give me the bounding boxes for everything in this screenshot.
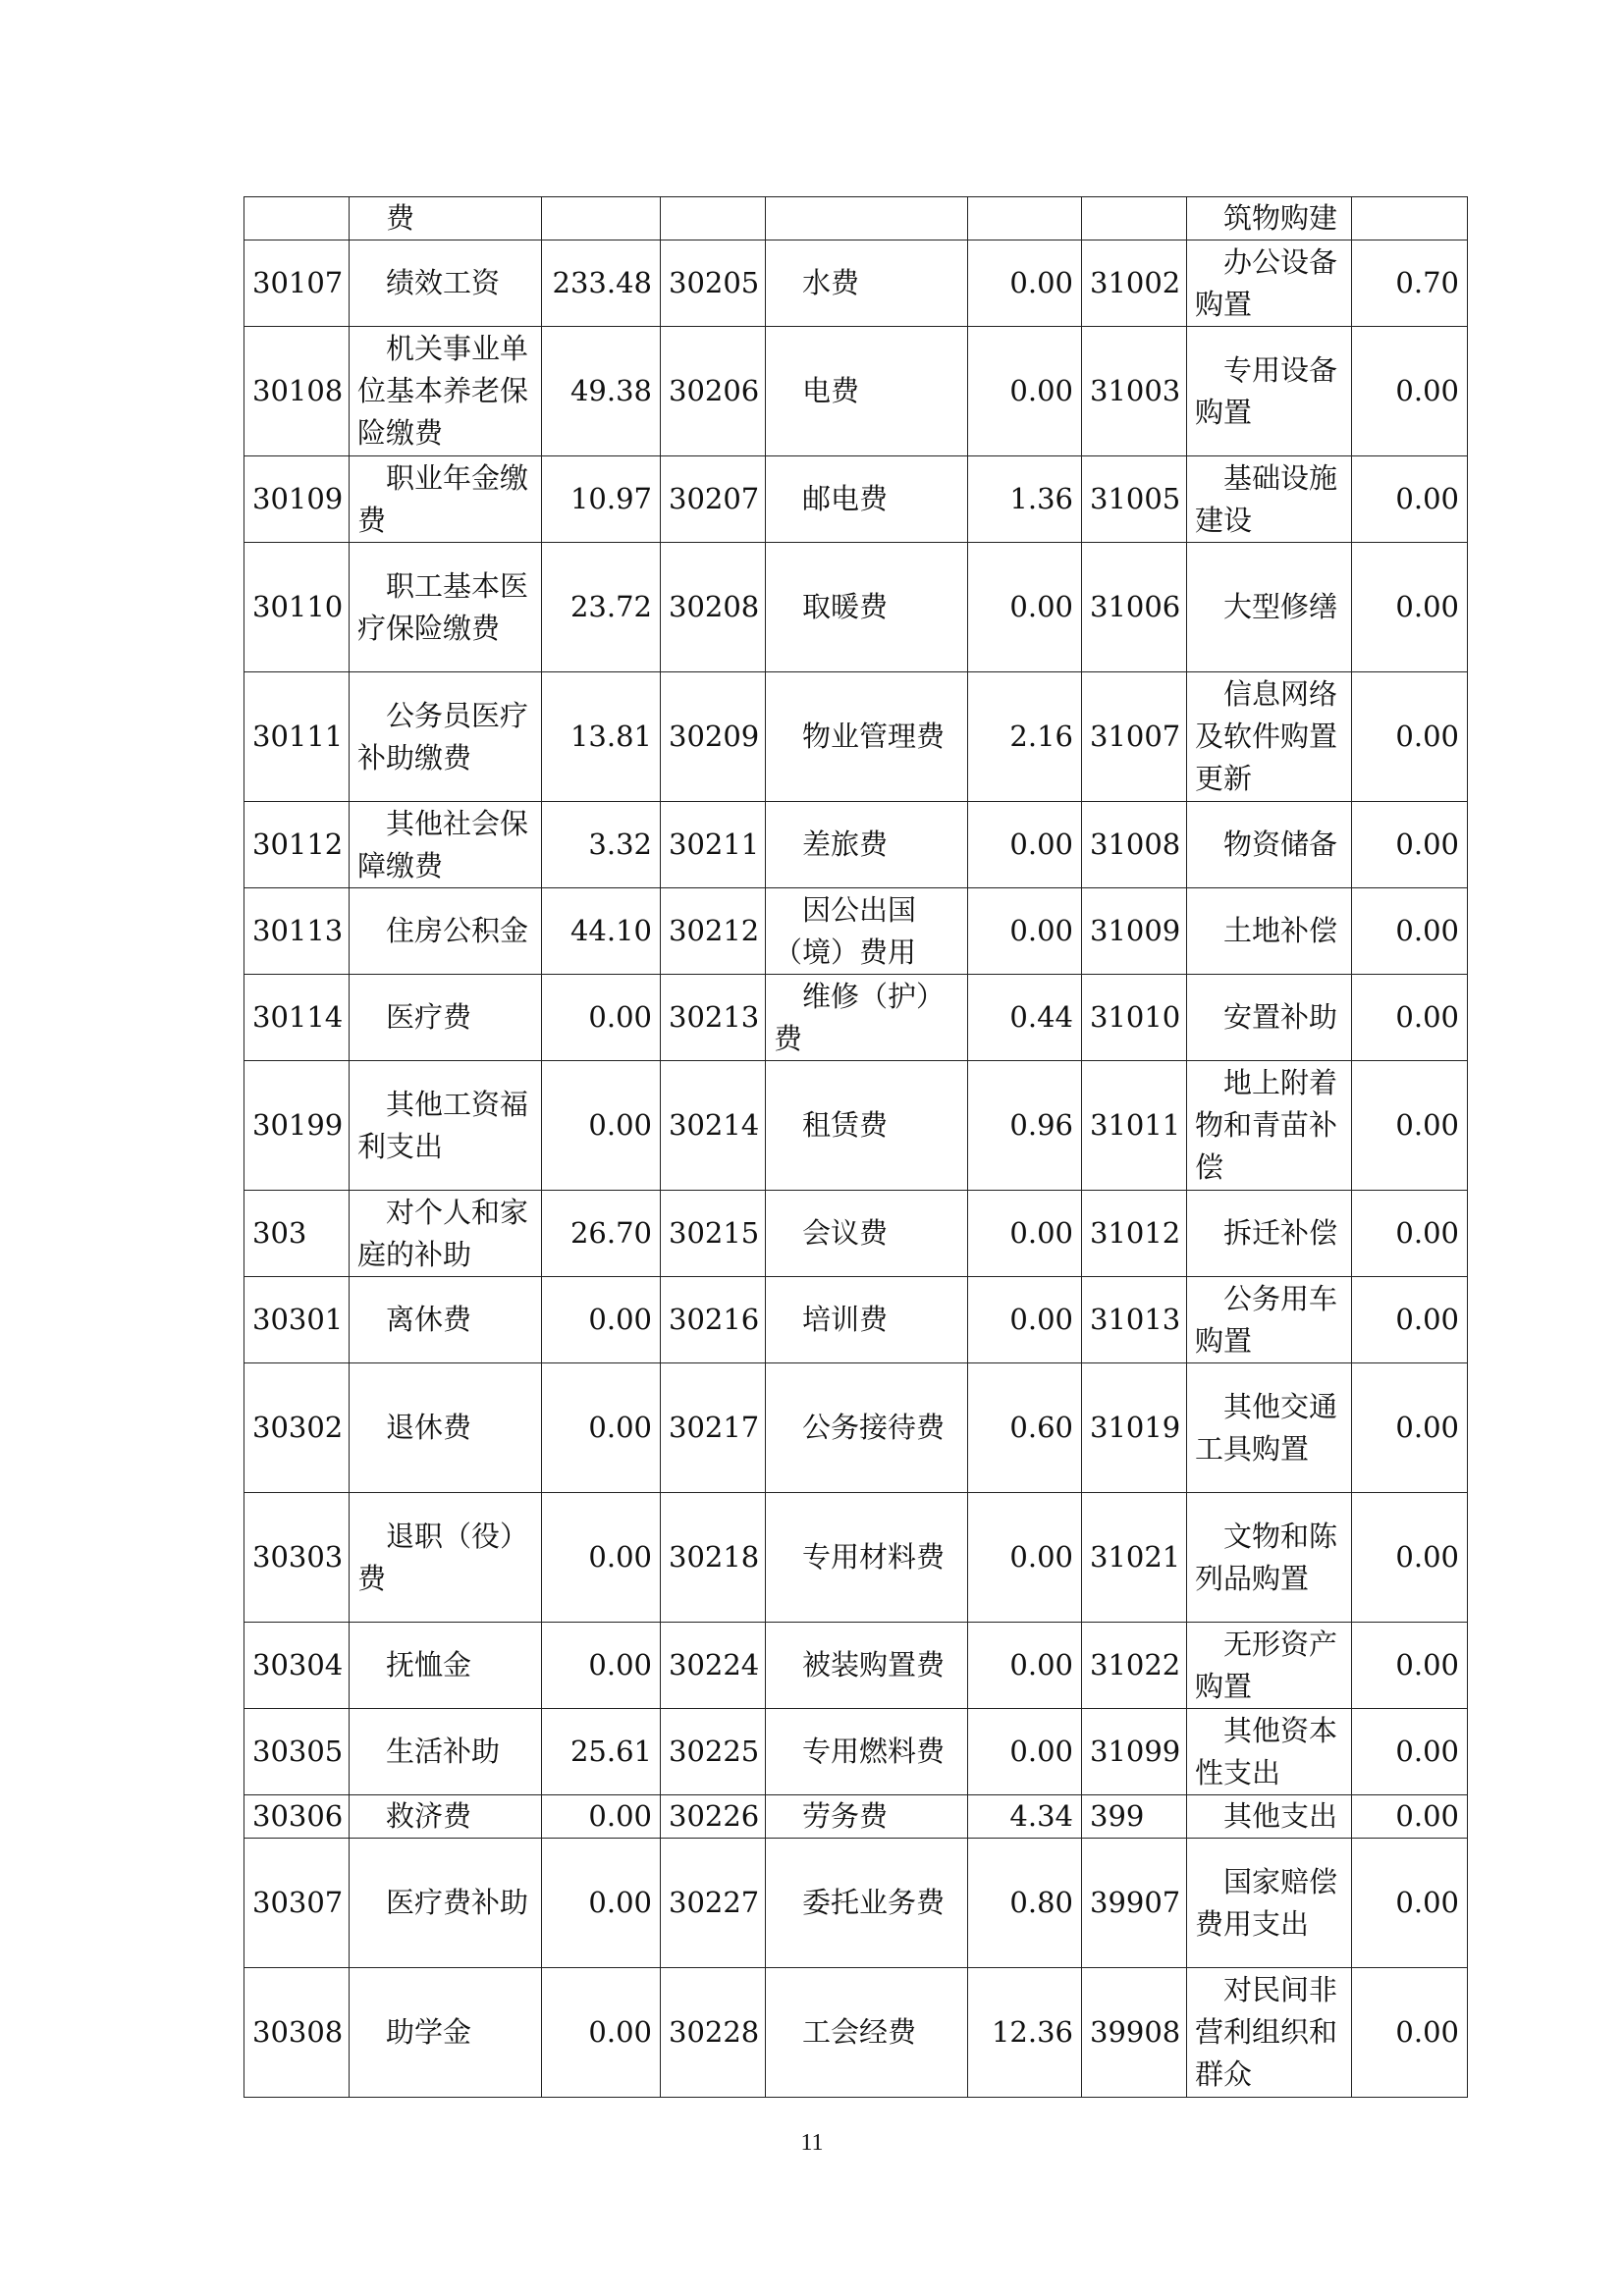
cell-code-3: 31005: [1082, 456, 1187, 543]
cell-code-2: 30214: [661, 1061, 766, 1191]
cell-code-1: 30109: [244, 456, 350, 543]
cell-amount-3: 0.00: [1352, 888, 1468, 975]
cell-code-3: [1082, 197, 1187, 240]
cell-name-1: 助学金: [350, 1968, 542, 2098]
cell-name-2: 公务接待费: [766, 1363, 968, 1493]
cell-amount-3: 0.00: [1352, 1493, 1468, 1623]
cell-name-1: 对个人和家庭的补助: [350, 1191, 542, 1277]
cell-code-3: 31010: [1082, 975, 1187, 1061]
cell-name-2: 委托业务费: [766, 1839, 968, 1968]
cell-amount-2: 0.00: [968, 888, 1082, 975]
cell-amount-3: 0.00: [1352, 1277, 1468, 1363]
cell-amount-1: 44.10: [542, 888, 661, 975]
cell-name-2: 被装购置费: [766, 1623, 968, 1709]
cell-amount-2: 0.00: [968, 1191, 1082, 1277]
cell-code-2: 30216: [661, 1277, 766, 1363]
cell-code-2: 30226: [661, 1795, 766, 1839]
table-row: [244, 240, 1468, 327]
cell-name-1: 医疗费: [350, 975, 542, 1061]
cell-name-2: 物业管理费: [766, 672, 968, 802]
cell-code-3: 31007: [1082, 672, 1187, 802]
table-row: [244, 327, 1468, 456]
cell-code-2: 30209: [661, 672, 766, 802]
cell-name-1: 抚恤金: [350, 1623, 542, 1709]
cell-code-3: 399: [1082, 1795, 1187, 1839]
cell-amount-2: 0.44: [968, 975, 1082, 1061]
cell-code-1: 303: [244, 1191, 350, 1277]
cell-code-2: 30205: [661, 240, 766, 327]
cell-amount-3: 0.00: [1352, 1795, 1468, 1839]
cell-code-2: 30218: [661, 1493, 766, 1623]
cell-code-1: 30301: [244, 1277, 350, 1363]
table-row: [244, 197, 1468, 240]
cell-name-1: 退职（役）费: [350, 1493, 542, 1623]
cell-amount-1: 0.00: [542, 1363, 661, 1493]
expenditure-table: [244, 196, 1468, 2098]
cell-amount-1: 26.70: [542, 1191, 661, 1277]
cell-amount-3: 0.00: [1352, 1709, 1468, 1795]
table-row: [244, 1623, 1468, 1709]
cell-amount-2: 0.60: [968, 1363, 1082, 1493]
cell-name-2: 取暖费: [766, 543, 968, 672]
cell-code-2: [661, 197, 766, 240]
cell-amount-1: 0.00: [542, 975, 661, 1061]
cell-name-1: 绩效工资: [350, 240, 542, 327]
cell-amount-3: 0.00: [1352, 1363, 1468, 1493]
cell-amount-1: 10.97: [542, 456, 661, 543]
table-row: [244, 1191, 1468, 1277]
table-row: [244, 1795, 1468, 1839]
cell-amount-3: [1352, 197, 1468, 240]
cell-amount-1: 0.00: [542, 1277, 661, 1363]
cell-code-2: 30217: [661, 1363, 766, 1493]
cell-name-1: 离休费: [350, 1277, 542, 1363]
cell-code-1: 30303: [244, 1493, 350, 1623]
cell-code-1: 30306: [244, 1795, 350, 1839]
cell-code-2: 30224: [661, 1623, 766, 1709]
cell-name-3: 办公设备购置: [1187, 240, 1352, 327]
cell-name-3: 基础设施建设: [1187, 456, 1352, 543]
cell-amount-2: 0.00: [968, 543, 1082, 672]
table-row: [244, 802, 1468, 888]
cell-code-1: 30302: [244, 1363, 350, 1493]
cell-amount-2: 0.96: [968, 1061, 1082, 1191]
cell-code-1: 30308: [244, 1968, 350, 2098]
cell-amount-1: 49.38: [542, 327, 661, 456]
cell-name-1: 退休费: [350, 1363, 542, 1493]
cell-code-1: 30110: [244, 543, 350, 672]
cell-code-3: 31019: [1082, 1363, 1187, 1493]
cell-name-2: 培训费: [766, 1277, 968, 1363]
cell-code-1: 30305: [244, 1709, 350, 1795]
cell-name-2: 水费: [766, 240, 968, 327]
cell-name-1: 职业年金缴费: [350, 456, 542, 543]
cell-amount-1: 0.00: [542, 1795, 661, 1839]
cell-amount-3: 0.00: [1352, 1968, 1468, 2098]
cell-code-3: 39907: [1082, 1839, 1187, 1968]
cell-code-1: [244, 197, 350, 240]
table-row: [244, 1277, 1468, 1363]
cell-amount-3: 0.00: [1352, 975, 1468, 1061]
cell-amount-3: 0.70: [1352, 240, 1468, 327]
cell-code-3: 39908: [1082, 1968, 1187, 2098]
cell-code-2: 30211: [661, 802, 766, 888]
cell-name-3: 土地补偿: [1187, 888, 1352, 975]
cell-code-2: 30207: [661, 456, 766, 543]
cell-name-2: 差旅费: [766, 802, 968, 888]
cell-name-3: 公务用车购置: [1187, 1277, 1352, 1363]
cell-name-2: 工会经费: [766, 1968, 968, 2098]
cell-name-2: [766, 197, 968, 240]
cell-name-3: 大型修缮: [1187, 543, 1352, 672]
cell-name-2: 专用燃料费: [766, 1709, 968, 1795]
cell-code-1: 30304: [244, 1623, 350, 1709]
cell-code-3: 31003: [1082, 327, 1187, 456]
cell-code-1: 30114: [244, 975, 350, 1061]
cell-name-1: 机关事业单位基本养老保险缴费: [350, 327, 542, 456]
cell-code-1: 30113: [244, 888, 350, 975]
cell-name-1: 职工基本医疗保险缴费: [350, 543, 542, 672]
cell-code-3: 31002: [1082, 240, 1187, 327]
cell-name-3: 专用设备购置: [1187, 327, 1352, 456]
cell-code-2: 30225: [661, 1709, 766, 1795]
cell-amount-2: [968, 197, 1082, 240]
cell-amount-2: 0.00: [968, 1623, 1082, 1709]
cell-amount-1: 13.81: [542, 672, 661, 802]
cell-name-3: 物资储备: [1187, 802, 1352, 888]
cell-amount-1: 0.00: [542, 1493, 661, 1623]
cell-amount-1: 23.72: [542, 543, 661, 672]
cell-amount-3: 0.00: [1352, 543, 1468, 672]
cell-name-2: 劳务费: [766, 1795, 968, 1839]
cell-amount-3: 0.00: [1352, 1191, 1468, 1277]
cell-name-3: 其他支出: [1187, 1795, 1352, 1839]
table-row: [244, 1709, 1468, 1795]
cell-name-1: 公务员医疗补助缴费: [350, 672, 542, 802]
cell-name-3: 文物和陈列品购置: [1187, 1493, 1352, 1623]
cell-code-3: 31013: [1082, 1277, 1187, 1363]
cell-name-1: 救济费: [350, 1795, 542, 1839]
cell-code-3: 31012: [1082, 1191, 1187, 1277]
table-row: [244, 543, 1468, 672]
cell-amount-2: 0.80: [968, 1839, 1082, 1968]
cell-code-3: 31009: [1082, 888, 1187, 975]
cell-code-3: 31011: [1082, 1061, 1187, 1191]
cell-amount-1: 0.00: [542, 1061, 661, 1191]
cell-code-2: 30206: [661, 327, 766, 456]
cell-amount-3: 0.00: [1352, 1839, 1468, 1968]
table-row: [244, 456, 1468, 543]
cell-code-1: 30107: [244, 240, 350, 327]
cell-code-3: 31022: [1082, 1623, 1187, 1709]
cell-amount-2: 0.00: [968, 1709, 1082, 1795]
cell-amount-1: 0.00: [542, 1623, 661, 1709]
cell-name-3: 对民间非营利组织和群众: [1187, 1968, 1352, 2098]
cell-amount-2: 0.00: [968, 1277, 1082, 1363]
cell-code-3: 31008: [1082, 802, 1187, 888]
cell-code-1: 30199: [244, 1061, 350, 1191]
cell-name-1: 住房公积金: [350, 888, 542, 975]
cell-name-2: 会议费: [766, 1191, 968, 1277]
table-row: [244, 1493, 1468, 1623]
cell-amount-2: 0.00: [968, 802, 1082, 888]
cell-code-2: 30215: [661, 1191, 766, 1277]
cell-amount-2: 12.36: [968, 1968, 1082, 2098]
cell-name-1: 生活补助: [350, 1709, 542, 1795]
cell-amount-3: 0.00: [1352, 327, 1468, 456]
cell-name-2: 因公出国（境）费用: [766, 888, 968, 975]
cell-amount-1: 3.32: [542, 802, 661, 888]
cell-name-3: 国家赔偿费用支出: [1187, 1839, 1352, 1968]
cell-name-2: 电费: [766, 327, 968, 456]
cell-amount-2: 4.34: [968, 1795, 1082, 1839]
cell-name-3: 无形资产购置: [1187, 1623, 1352, 1709]
cell-amount-1: 0.00: [542, 1839, 661, 1968]
cell-name-3: 地上附着物和青苗补偿: [1187, 1061, 1352, 1191]
cell-code-1: 30112: [244, 802, 350, 888]
cell-name-2: 专用材料费: [766, 1493, 968, 1623]
table-body: [244, 197, 1468, 2098]
cell-name-3: 筑物购建: [1187, 197, 1352, 240]
table-row: [244, 672, 1468, 802]
cell-code-2: 30213: [661, 975, 766, 1061]
table-row: [244, 1061, 1468, 1191]
cell-code-2: 30208: [661, 543, 766, 672]
cell-amount-2: 1.36: [968, 456, 1082, 543]
table-row: [244, 975, 1468, 1061]
cell-code-2: 30212: [661, 888, 766, 975]
cell-amount-3: 0.00: [1352, 802, 1468, 888]
table-row: [244, 888, 1468, 975]
cell-amount-1: 233.48: [542, 240, 661, 327]
cell-amount-3: 0.00: [1352, 1061, 1468, 1191]
cell-name-1: 费: [350, 197, 542, 240]
table-row: [244, 1839, 1468, 1968]
cell-name-3: 安置补助: [1187, 975, 1352, 1061]
cell-code-1: 30111: [244, 672, 350, 802]
cell-code-2: 30228: [661, 1968, 766, 2098]
cell-amount-1: 25.61: [542, 1709, 661, 1795]
cell-amount-3: 0.00: [1352, 1623, 1468, 1709]
table-row: [244, 1968, 1468, 2098]
cell-name-3: 其他资本性支出: [1187, 1709, 1352, 1795]
page-number: 11: [800, 2130, 824, 2156]
cell-amount-2: 0.00: [968, 240, 1082, 327]
cell-name-2: 邮电费: [766, 456, 968, 543]
cell-name-1: 其他社会保障缴费: [350, 802, 542, 888]
cell-amount-3: 0.00: [1352, 456, 1468, 543]
cell-code-2: 30227: [661, 1839, 766, 1968]
cell-amount-2: 2.16: [968, 672, 1082, 802]
cell-code-1: 30108: [244, 327, 350, 456]
cell-amount-2: 0.00: [968, 1493, 1082, 1623]
cell-code-3: 31006: [1082, 543, 1187, 672]
cell-name-3: 拆迁补偿: [1187, 1191, 1352, 1277]
cell-name-3: 信息网络及软件购置更新: [1187, 672, 1352, 802]
table-row: [244, 1363, 1468, 1493]
cell-code-1: 30307: [244, 1839, 350, 1968]
cell-code-3: 31099: [1082, 1709, 1187, 1795]
cell-amount-1: [542, 197, 661, 240]
cell-name-2: 租赁费: [766, 1061, 968, 1191]
cell-name-3: 其他交通工具购置: [1187, 1363, 1352, 1493]
cell-name-1: 其他工资福利支出: [350, 1061, 542, 1191]
cell-code-3: 31021: [1082, 1493, 1187, 1623]
cell-amount-2: 0.00: [968, 327, 1082, 456]
cell-amount-3: 0.00: [1352, 672, 1468, 802]
cell-name-2: 维修（护）费: [766, 975, 968, 1061]
cell-amount-1: 0.00: [542, 1968, 661, 2098]
cell-name-1: 医疗费补助: [350, 1839, 542, 1968]
